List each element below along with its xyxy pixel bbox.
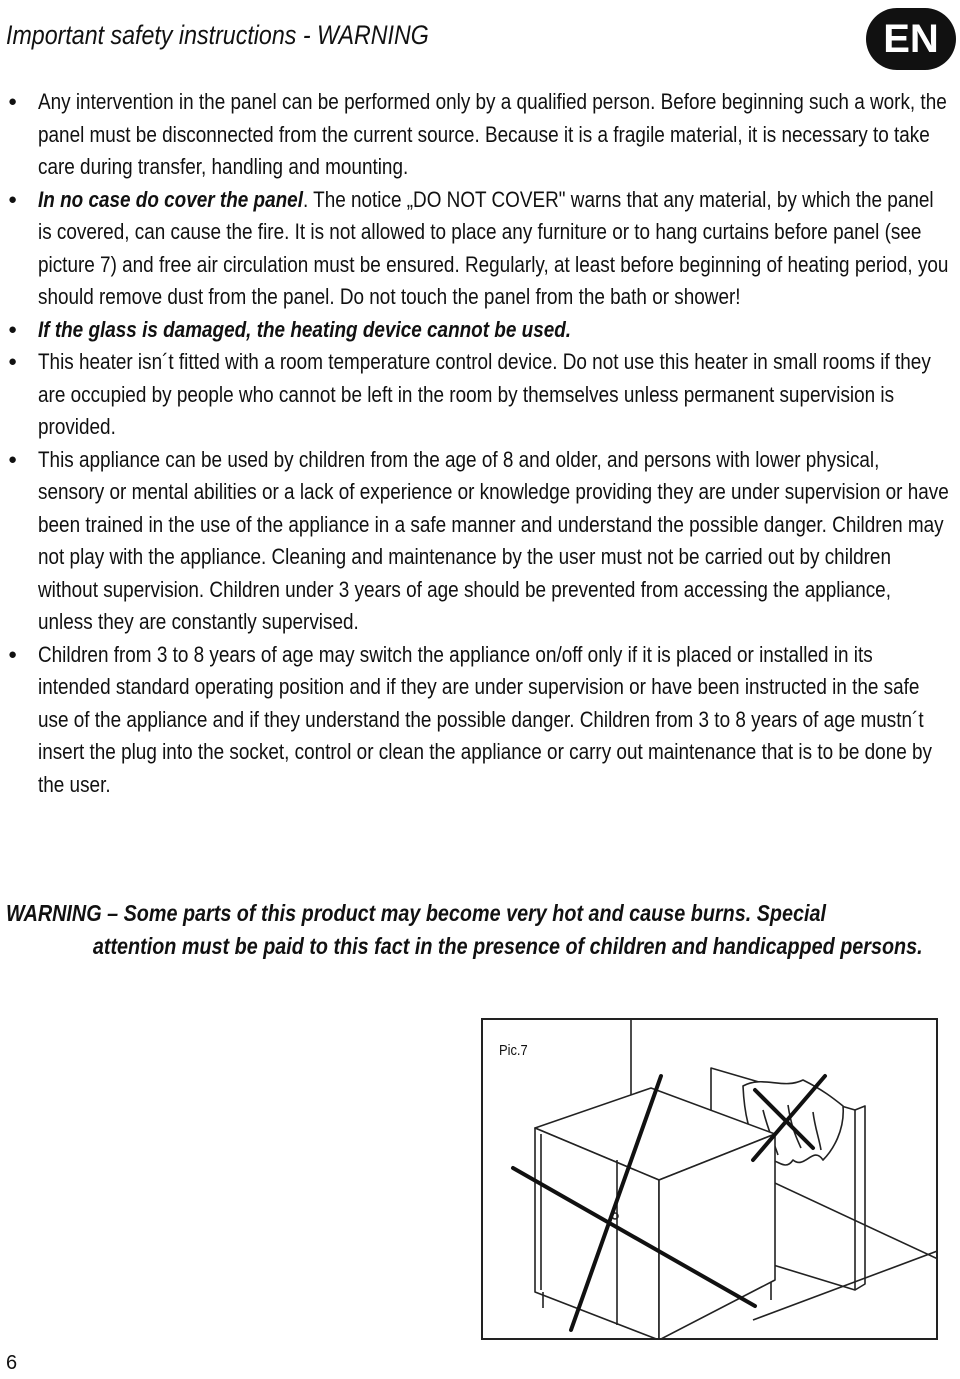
list-item [0,184,949,314]
warning-line-1: WARNING – Some parts of this product may become very hot and cause burns. Special [6,900,826,926]
page-title: Important safety instructions - WARNING [6,20,429,50]
figure-pic-7 [481,1018,938,1340]
list-item [0,86,947,184]
bullet-icon: ● [8,353,18,370]
instruction-text: Children from 3 to 8 years of age may switch the appliance on/off only if it is placed or installed in its intended standard operating position and if they are under supervision or have been instructed in the safe use of the appliance and if they understand the possible danger. Children from 3 to 8 years of age mustn´t insert the plug into the socket, control or clean the appliance or carry out maintenance that is to be done by the user. [38,641,932,797]
list-item [0,444,949,639]
language-badge: EN [866,8,956,70]
bullet-icon: ● [8,450,18,468]
instruction-lead: In no case do cover the panel [38,186,303,212]
list-item [0,346,943,444]
safety-instruction-list [0,86,960,801]
bullet-icon: ● [8,190,18,208]
instruction-text: This appliance can be used by children from the age of 8 and older, and persons with lower physical, sensory or mental abilities or a lack of experience or knowledge providing they are under supervision or have been trained in the use of the appliance in a safe manner and understand the possible danger. Children may not play with the appliance. Cleaning and maintenance by the user must not be carried out by children without supervision. Children under 3 years of age should be prevented from accessing the appliance, unless they are constantly supervised. [38,446,949,634]
bullet-icon: ● [8,645,18,663]
instruction-text: This heater isn´t fitted with a room temperature control device. Do not use this heater in small rooms if they are occupied by people who cannot be left in the room by themselves unless permanent supervision is provided. [38,349,931,439]
heating-panel-edge [855,1106,865,1290]
list-item [0,639,943,802]
list-item [0,314,943,347]
instruction-text: Any intervention in the panel can be performed only by a qualified person. Before beginning such a work, the panel must be disconnected from the current source. Because it is a fragile material, it is necessary to take care during transfer, handling and mounting. [38,89,947,179]
page-number: 6 [6,1352,18,1374]
bullet-icon: ● [8,93,18,110]
instruction-text: . The notice „DO NOT COVER" warns that any material, by which the panel is covered, can cause the fire. It is not allowed to place any furniture or to hang curtains before panel (see picture 7) and free air circulation must be ensured. Regularly, at least before beginning of heating period, you should remove dust from the panel. Do not touch the panel from the bath or shower! [38,186,949,309]
bullet-icon: ● [8,320,18,338]
floor-line [753,1250,938,1320]
furniture-blocking-panel-illustration [483,1020,938,1340]
figure-label: Pic.7 [499,1042,528,1059]
burn-warning [6,897,960,963]
warning-line-2: attention must be paid to this fact in the presence of children and handicapped persons. [92,933,923,959]
instruction-lead: If the glass is damaged, the heating device cannot be used. [38,316,572,342]
